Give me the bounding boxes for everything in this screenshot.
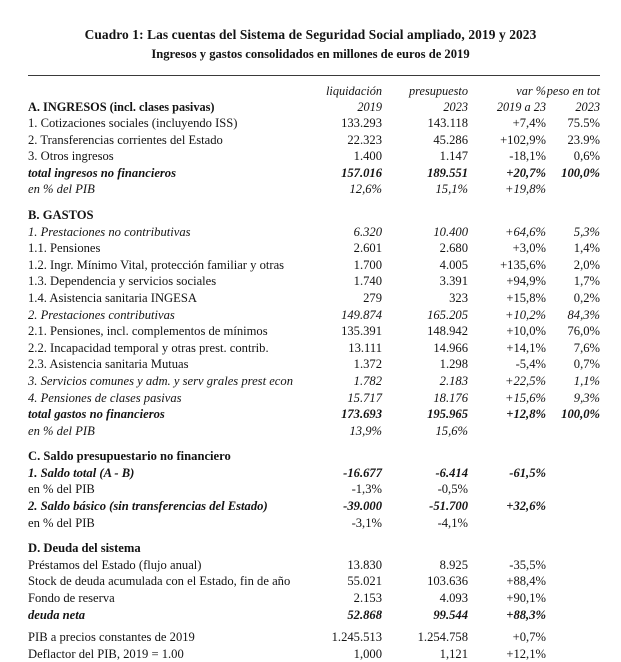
value-peso-pct: 76,0% [546,323,600,340]
value-peso-pct [546,646,600,662]
value-variacion-pct: +22,5% [468,373,546,390]
value-peso-pct [546,557,600,574]
table-row [28,307,600,324]
value-peso-pct [546,181,600,198]
colhead-peso: peso en tot [546,83,600,99]
table-row [28,257,600,274]
value-liquidacion-2019: 135.391 [300,323,382,340]
value-peso-pct [546,423,600,440]
table-row [28,373,600,390]
value-liquidacion-2019: 149.874 [300,307,382,324]
row-label: 1.3. Dependencia y servicios sociales [28,273,300,290]
row-label: PIB a precios constantes de 2019 [28,629,300,646]
value-variacion-pct [468,448,546,465]
row-label: Préstamos del Estado (flujo anual) [28,557,300,574]
page-title: Cuadro 1: Las cuentas del Sistema de Seguridad Social ampliado, 2019 y 2023 [0,26,621,44]
table-row [28,646,600,662]
value-liquidacion-2019: 2.601 [300,240,382,257]
value-peso-pct: 84,3% [546,307,600,324]
table-row [28,290,600,307]
table-row [28,465,600,482]
row-spacer [28,198,600,207]
colhead-year-2023: 2023 [382,99,468,115]
row-spacer [28,439,600,448]
table-row [28,115,600,132]
value-presupuesto-2023: -51.700 [382,498,468,515]
value-liquidacion-2019 [300,540,382,557]
table-row [28,540,600,557]
value-presupuesto-2023: 189.551 [382,165,468,182]
value-presupuesto-2023: 1.298 [382,356,468,373]
row-label: 1. Saldo total (A - B) [28,465,300,482]
row-label: deuda neta [28,607,300,624]
row-label: en % del PIB [28,423,300,440]
row-label: Fondo de reserva [28,590,300,607]
value-presupuesto-2023: 4.005 [382,257,468,274]
value-peso-pct [546,498,600,515]
value-liquidacion-2019: 1.782 [300,373,382,390]
value-presupuesto-2023: 14.966 [382,340,468,357]
value-liquidacion-2019 [300,448,382,465]
value-liquidacion-2019: 12,6% [300,181,382,198]
value-presupuesto-2023: 99.544 [382,607,468,624]
table-row [28,165,600,182]
table-row [28,406,600,423]
value-variacion-pct: +88,3% [468,607,546,624]
value-presupuesto-2023: 1.254.758 [382,629,468,646]
table-row [28,423,600,440]
value-liquidacion-2019: 6.320 [300,224,382,241]
value-liquidacion-2019: 173.693 [300,406,382,423]
value-peso-pct: 1,1% [546,373,600,390]
value-presupuesto-2023: 195.965 [382,406,468,423]
table-row [28,132,600,149]
value-presupuesto-2023 [382,540,468,557]
colhead-blank [28,83,300,99]
table-container [0,75,621,662]
value-liquidacion-2019: 22.323 [300,132,382,149]
value-liquidacion-2019: -16.677 [300,465,382,482]
value-peso-pct: 100,0% [546,165,600,182]
value-liquidacion-2019: 1.372 [300,356,382,373]
value-variacion-pct: +10,2% [468,307,546,324]
row-label: total ingresos no financieros [28,165,300,182]
colhead-liquidacion: liquidación [300,83,382,99]
value-peso-pct: 100,0% [546,406,600,423]
value-variacion-pct: +135,6% [468,257,546,274]
value-liquidacion-2019: 13.830 [300,557,382,574]
title-block [0,0,621,63]
value-peso-pct: 5,3% [546,224,600,241]
value-peso-pct: 75.5% [546,115,600,132]
value-peso-pct: 7,6% [546,340,600,357]
table-row [28,356,600,373]
colhead-year-2019: 2019 [300,99,382,115]
table-row [28,340,600,357]
value-liquidacion-2019: 13,9% [300,423,382,440]
value-presupuesto-2023 [382,207,468,224]
value-peso-pct: 0,2% [546,290,600,307]
row-label: total gastos no financieros [28,406,300,423]
value-liquidacion-2019: 133.293 [300,115,382,132]
value-variacion-pct: +14,1% [468,340,546,357]
row-label: B. GASTOS [28,207,300,224]
value-peso-pct [546,540,600,557]
table-row [28,481,600,498]
table-row [28,448,600,465]
value-peso-pct [546,629,600,646]
value-peso-pct [546,465,600,482]
value-variacion-pct: +12,1% [468,646,546,662]
table-row [28,148,600,165]
value-presupuesto-2023: -0,5% [382,481,468,498]
value-peso-pct: 0,7% [546,356,600,373]
value-liquidacion-2019: 1.700 [300,257,382,274]
value-peso-pct [546,573,600,590]
value-liquidacion-2019 [300,207,382,224]
value-variacion-pct: +88,4% [468,573,546,590]
value-liquidacion-2019: -1,3% [300,481,382,498]
value-variacion-pct: +19,8% [468,181,546,198]
value-presupuesto-2023: 2.680 [382,240,468,257]
value-variacion-pct [468,423,546,440]
value-variacion-pct [468,207,546,224]
value-peso-pct: 9,3% [546,390,600,407]
value-peso-pct [546,481,600,498]
page-subtitle: Ingresos y gastos consolidados en millones de euros de 2019 [0,45,621,63]
value-variacion-pct: +20,7% [468,165,546,182]
value-variacion-pct: +10,0% [468,323,546,340]
value-presupuesto-2023: 165.205 [382,307,468,324]
table-row [28,590,600,607]
row-label: 1.4. Asistencia sanitaria INGESA [28,290,300,307]
value-peso-pct: 1,4% [546,240,600,257]
value-liquidacion-2019: 1.245.513 [300,629,382,646]
value-variacion-pct [468,481,546,498]
row-label: 3. Servicios comunes y adm. y serv grales prest econ [28,373,300,390]
row-label: 2. Prestaciones contributivas [28,307,300,324]
column-header-row-1 [28,83,600,99]
value-liquidacion-2019: 13.111 [300,340,382,357]
value-variacion-pct: +102,9% [468,132,546,149]
value-peso-pct: 1,7% [546,273,600,290]
colhead-range-2019-23: 2019 a 23 [468,99,546,115]
table-row [28,515,600,532]
row-label: 2. Saldo básico (sin transferencias del Estado) [28,498,300,515]
value-presupuesto-2023: 3.391 [382,273,468,290]
row-spacer [28,531,600,540]
row-label: 2.1. Pensiones, incl. complementos de mínimos [28,323,300,340]
table-row [28,629,600,646]
row-label: D. Deuda del sistema [28,540,300,557]
header-rule [28,76,600,84]
row-label: 1. Prestaciones no contributivas [28,224,300,241]
value-presupuesto-2023: 2.183 [382,373,468,390]
value-presupuesto-2023: -4,1% [382,515,468,532]
row-label: 2.2. Incapacidad temporal y otras prest. contrib. [28,340,300,357]
table-row [28,181,600,198]
value-presupuesto-2023: 45.286 [382,132,468,149]
row-label: 2. Transferencias corrientes del Estado [28,132,300,149]
value-peso-pct [546,590,600,607]
value-variacion-pct: +64,6% [468,224,546,241]
value-liquidacion-2019: 1.400 [300,148,382,165]
row-label: 1. Cotizaciones sociales (incluyendo ISS) [28,115,300,132]
row-label: 4. Pensiones de clases pasivas [28,390,300,407]
table-row [28,207,600,224]
value-variacion-pct: -18,1% [468,148,546,165]
value-variacion-pct: -61,5% [468,465,546,482]
value-presupuesto-2023: 4.093 [382,590,468,607]
row-label: Deflactor del PIB, 2019 = 1.00 [28,646,300,662]
row-label: 1.2. Ingr. Mínimo Vital, protección familiar y otras [28,257,300,274]
row-label: 2.3. Asistencia sanitaria Mutuas [28,356,300,373]
value-presupuesto-2023: 18.176 [382,390,468,407]
column-header-row-2 [28,99,600,115]
value-presupuesto-2023: 8.925 [382,557,468,574]
value-variacion-pct [468,540,546,557]
table-row [28,240,600,257]
value-presupuesto-2023: 143.118 [382,115,468,132]
row-label: 1.1. Pensiones [28,240,300,257]
value-variacion-pct: +3,0% [468,240,546,257]
value-variacion-pct: +94,9% [468,273,546,290]
row-label: 3. Otros ingresos [28,148,300,165]
value-presupuesto-2023 [382,448,468,465]
row-label: en % del PIB [28,515,300,532]
value-presupuesto-2023: 148.942 [382,323,468,340]
value-presupuesto-2023: 1,121 [382,646,468,662]
value-peso-pct [546,207,600,224]
table-row [28,557,600,574]
value-peso-pct: 0,6% [546,148,600,165]
value-liquidacion-2019: -39.000 [300,498,382,515]
value-presupuesto-2023: -6.414 [382,465,468,482]
row-label: C. Saldo presupuestario no financiero [28,448,300,465]
value-presupuesto-2023: 1.147 [382,148,468,165]
value-presupuesto-2023: 323 [382,290,468,307]
value-variacion-pct: +32,6% [468,498,546,515]
table-body [28,76,600,662]
value-variacion-pct: +7,4% [468,115,546,132]
colhead-presupuesto: presupuesto [382,83,468,99]
value-peso-pct [546,515,600,532]
value-liquidacion-2019: 15.717 [300,390,382,407]
value-liquidacion-2019: -3,1% [300,515,382,532]
section-a-heading: A. INGRESOS (incl. clases pasivas) [28,99,300,115]
value-liquidacion-2019: 1.740 [300,273,382,290]
row-label: en % del PIB [28,181,300,198]
value-variacion-pct: +90,1% [468,590,546,607]
value-peso-pct [546,448,600,465]
value-presupuesto-2023: 10.400 [382,224,468,241]
value-liquidacion-2019: 279 [300,290,382,307]
table-row [28,224,600,241]
accounts-table [28,75,600,662]
value-peso-pct: 2,0% [546,257,600,274]
value-variacion-pct: +0,7% [468,629,546,646]
value-variacion-pct: -5,4% [468,356,546,373]
value-presupuesto-2023: 15,6% [382,423,468,440]
value-peso-pct: 23.9% [546,132,600,149]
colhead-variacion: var % [468,83,546,99]
value-liquidacion-2019: 157.016 [300,165,382,182]
value-variacion-pct: +12,8% [468,406,546,423]
table-row [28,498,600,515]
value-liquidacion-2019: 2.153 [300,590,382,607]
value-presupuesto-2023: 15,1% [382,181,468,198]
value-presupuesto-2023: 103.636 [382,573,468,590]
value-variacion-pct [468,515,546,532]
colhead-peso-2023: 2023 [546,99,600,115]
row-label: Stock de deuda acumulada con el Estado, fin de año [28,573,300,590]
value-liquidacion-2019: 55.021 [300,573,382,590]
value-variacion-pct: +15,6% [468,390,546,407]
value-liquidacion-2019: 52.868 [300,607,382,624]
table-row [28,573,600,590]
value-variacion-pct: -35,5% [468,557,546,574]
table-row [28,323,600,340]
value-variacion-pct: +15,8% [468,290,546,307]
value-liquidacion-2019: 1,000 [300,646,382,662]
table-row [28,390,600,407]
row-label: en % del PIB [28,481,300,498]
table-row [28,273,600,290]
